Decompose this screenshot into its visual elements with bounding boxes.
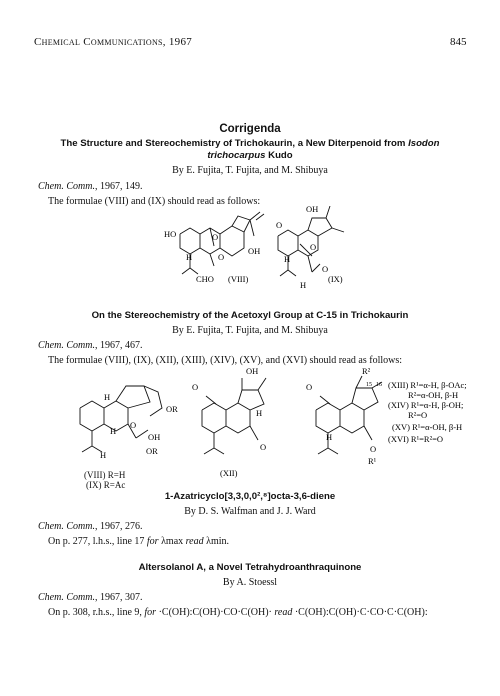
s2-label-8: OH <box>246 368 259 376</box>
s1-label-4: OH <box>248 246 261 256</box>
s2-label-2: OR <box>166 404 178 414</box>
article-2-authors: By E. Fujita, T. Fujita, and M. Shibuya <box>172 325 328 336</box>
s2-label-1: H <box>104 392 111 402</box>
s1-label-1: HO <box>164 229 177 239</box>
s1-label-10: O <box>322 264 329 274</box>
legend-xiv-r2: R²=O <box>408 410 428 420</box>
article-2-reference: Chem. Comm., 1967, 467. <box>38 340 143 351</box>
structures-xii-xvi <box>70 368 480 480</box>
s1-label-5: CHO <box>196 274 214 284</box>
s2-r2: R² <box>362 368 371 376</box>
article-1-reference: Chem. Comm., 1967, 149. <box>38 181 143 192</box>
s1-label-11: H <box>300 280 307 290</box>
s2-r1: R¹ <box>368 456 377 466</box>
s2-label-10: H <box>256 408 263 418</box>
structure-id-viii: (VIII) <box>228 274 249 284</box>
s2-c15: 15 <box>366 382 372 388</box>
s2-label-13: H <box>326 432 333 442</box>
s1-label-7: OH <box>306 206 319 214</box>
s1-label-6: H <box>186 252 193 262</box>
s1-label-3: O <box>218 252 225 262</box>
s1-label-9: O <box>310 242 317 252</box>
article-4-title: Altersolanol A, a Novel Tetrahydroanthraquinone <box>138 562 362 573</box>
structures-viii-ix <box>160 206 350 306</box>
s1-label-8: O <box>276 220 283 230</box>
article-1-authors: By E. Fujita, T. Fujita, and M. Shibuya <box>172 165 328 176</box>
legend-xv: (XV) R¹=α-OH, β-H <box>392 422 463 432</box>
s2-c16: 16 <box>376 382 382 388</box>
legend-xvi: (XVI) R¹=R²=O <box>388 434 444 444</box>
article-3-authors: By D. S. Walfman and J. J. Ward <box>184 506 316 517</box>
page-number: 845 <box>450 36 467 48</box>
s2-label-14: O <box>370 444 377 454</box>
s2-label-4: OH <box>148 432 161 442</box>
s2-label-5: OR <box>146 446 158 456</box>
legend-xiv: (XIV) R¹=α-H, β-OH; <box>388 400 464 410</box>
article-1-title: The Structure and Stereochemistry of Trichokaurin, a New Diterpenoid from Isodon trichocarpus Kudo <box>60 138 440 161</box>
corrigenda-heading: Corrigenda <box>219 123 281 135</box>
legend-xiii: (XIII) R¹=α-H, β-OAc; <box>388 380 467 390</box>
structure-legend-viii-ix: (VIII) R=H (IX) R=Ac <box>84 470 126 490</box>
s2-label-7: H <box>100 450 107 460</box>
s2-label-6: H <box>110 426 117 436</box>
article-3-reference: Chem. Comm., 1967, 276. <box>38 521 143 532</box>
article-3-text: On p. 277, l.h.s., line 17 for λmax read λmin. <box>48 536 230 547</box>
structure-id-ix: (IX) <box>328 274 343 284</box>
s2-label-12: O <box>306 382 313 392</box>
s2-label-9: O <box>192 382 199 392</box>
structure-id-xii: (XII) <box>220 468 238 478</box>
s2-label-3: O <box>130 420 137 430</box>
article-4-authors: By A. Stoessl <box>222 577 278 588</box>
article-3-title: 1-Azatricyclo[3,3,0,0²,⁸]octa-3,6-diene <box>164 491 336 502</box>
s1-label-2: O <box>212 232 219 242</box>
article-2-title: On the Stereochemistry of the Acetoxyl Group at C-15 in Trichokaurin <box>91 310 409 321</box>
s1-label-12: H <box>284 254 291 264</box>
article-4-text: On p. 308, r.h.s., line 9, for ·C(OH):C(OH)·CO·C(OH)· read ·C(OH):C(OH)·C·CO·C·C(OH): <box>48 607 428 618</box>
article-1-text: The formulae (VIII) and (IX) should read as follows: <box>48 196 261 207</box>
s2-label-11: O <box>260 442 267 452</box>
article-4-reference: Chem. Comm., 1967, 307. <box>38 592 143 603</box>
article-2-text: The formulae (VIII), (IX), (XII), (XIII), (XIV), (XV), and (XVI) should read as follows: <box>48 355 403 366</box>
legend-xiii-r2: R²=α-OH, β-H <box>408 390 459 400</box>
running-header: Chemical Communications, 1967 <box>34 36 193 48</box>
